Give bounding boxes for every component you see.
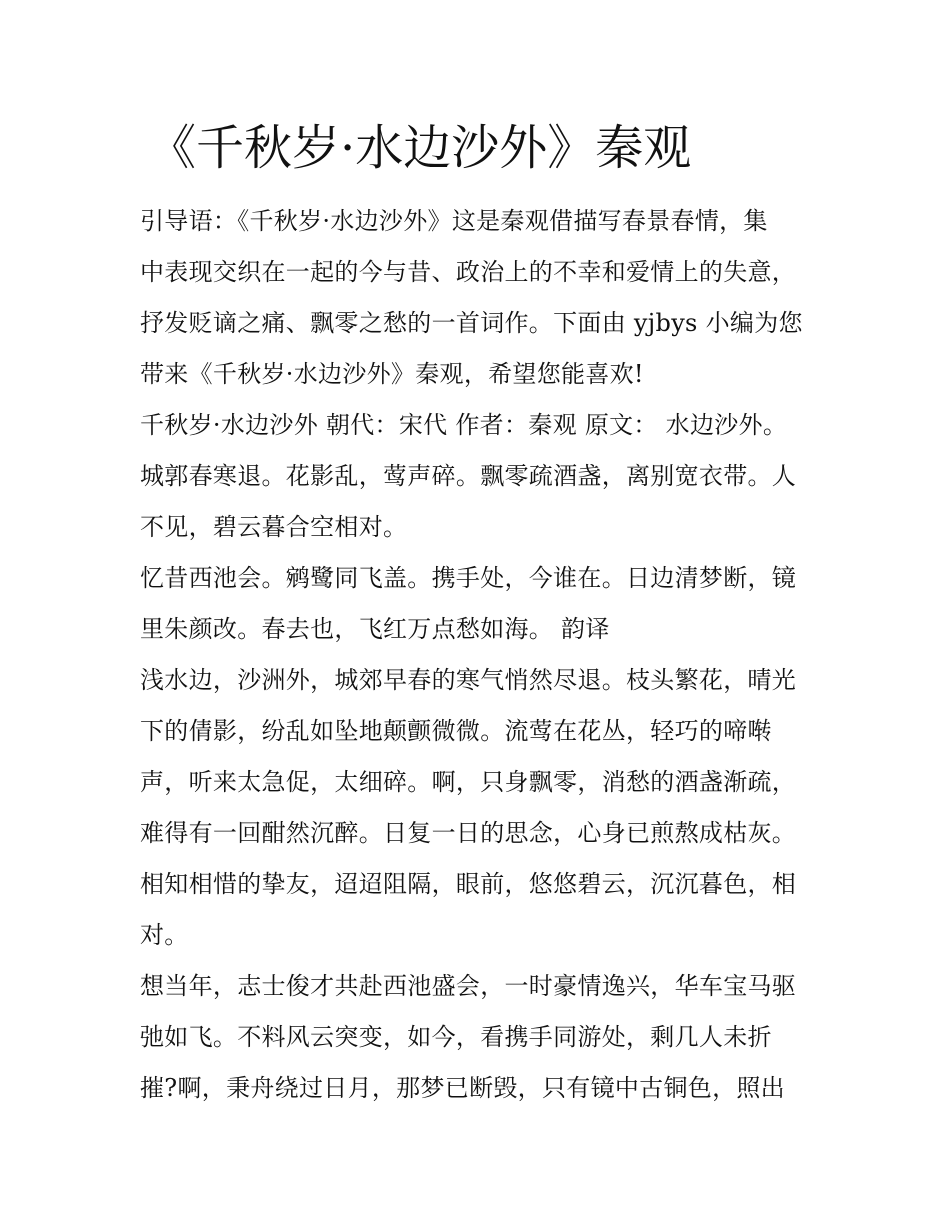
body-line: 带来《千秋岁·水边沙外》秦观，希望您能喜欢! — [140, 360, 644, 388]
body-line: 声，听来太急促，太细碎。啊，只身飘零，消愁的酒盏渐疏， — [140, 768, 797, 796]
body-line: 里朱颜改。春去也，飞红万点愁如海。 韵译 — [140, 615, 610, 643]
body-line: 弛如飞。不料风云突变，如今，看携手同游处，剩几人未折 — [140, 1023, 772, 1051]
body-line: 浅水边，沙洲外，城郊早春的寒气悄然尽退。枝头繁花，晴光 — [140, 666, 797, 694]
body-line: 抒发贬谪之痛、飘零之愁的一首词作。下面由 yjbys 小编为您 — [140, 309, 803, 337]
body-line: 忆昔西池会。鹓鹭同飞盖。携手处，今谁在。日边清梦断，镜 — [140, 564, 797, 592]
body-line: 摧?啊，秉舟绕过日月，那梦已断毁，只有镜中古铜色，照出 — [140, 1074, 785, 1102]
body-line: 想当年，志士俊才共赴西池盛会，一时豪情逸兴，华车宝马驱 — [140, 972, 797, 1000]
body-line: 引导语：《千秋岁·水边沙外》这是秦观借描写春景春情，集 — [140, 207, 768, 235]
body-line: 相知相惜的挚友，迢迢阻隔，眼前，悠悠碧云，沉沉暮色，相 — [140, 870, 797, 898]
document-body — [140, 196, 830, 1114]
body-line: 千秋岁·水边沙外 朝代：宋代 作者：秦观 原文： 水边沙外。 — [140, 411, 788, 439]
body-line: 下的倩影，纷乱如坠地颠颤微微。流莺在花丛，轻巧的啼啭 — [140, 717, 772, 745]
body-line: 中表现交织在一起的今与昔、政治上的不幸和爱情上的失意， — [140, 258, 797, 286]
document-title: 《千秋岁·水边沙外》秦观 — [148, 120, 692, 176]
body-line: 不见，碧云暮合空相对。 — [140, 513, 408, 541]
body-line: 难得有一回酣然沉醉。日复一日的思念，心身已煎熬成枯灰。 — [140, 819, 797, 847]
body-line: 对。 — [140, 921, 189, 949]
body-line: 城郭春寒退。花影乱，莺声碎。飘零疏酒盏，离别宽衣带。人 — [140, 462, 797, 490]
